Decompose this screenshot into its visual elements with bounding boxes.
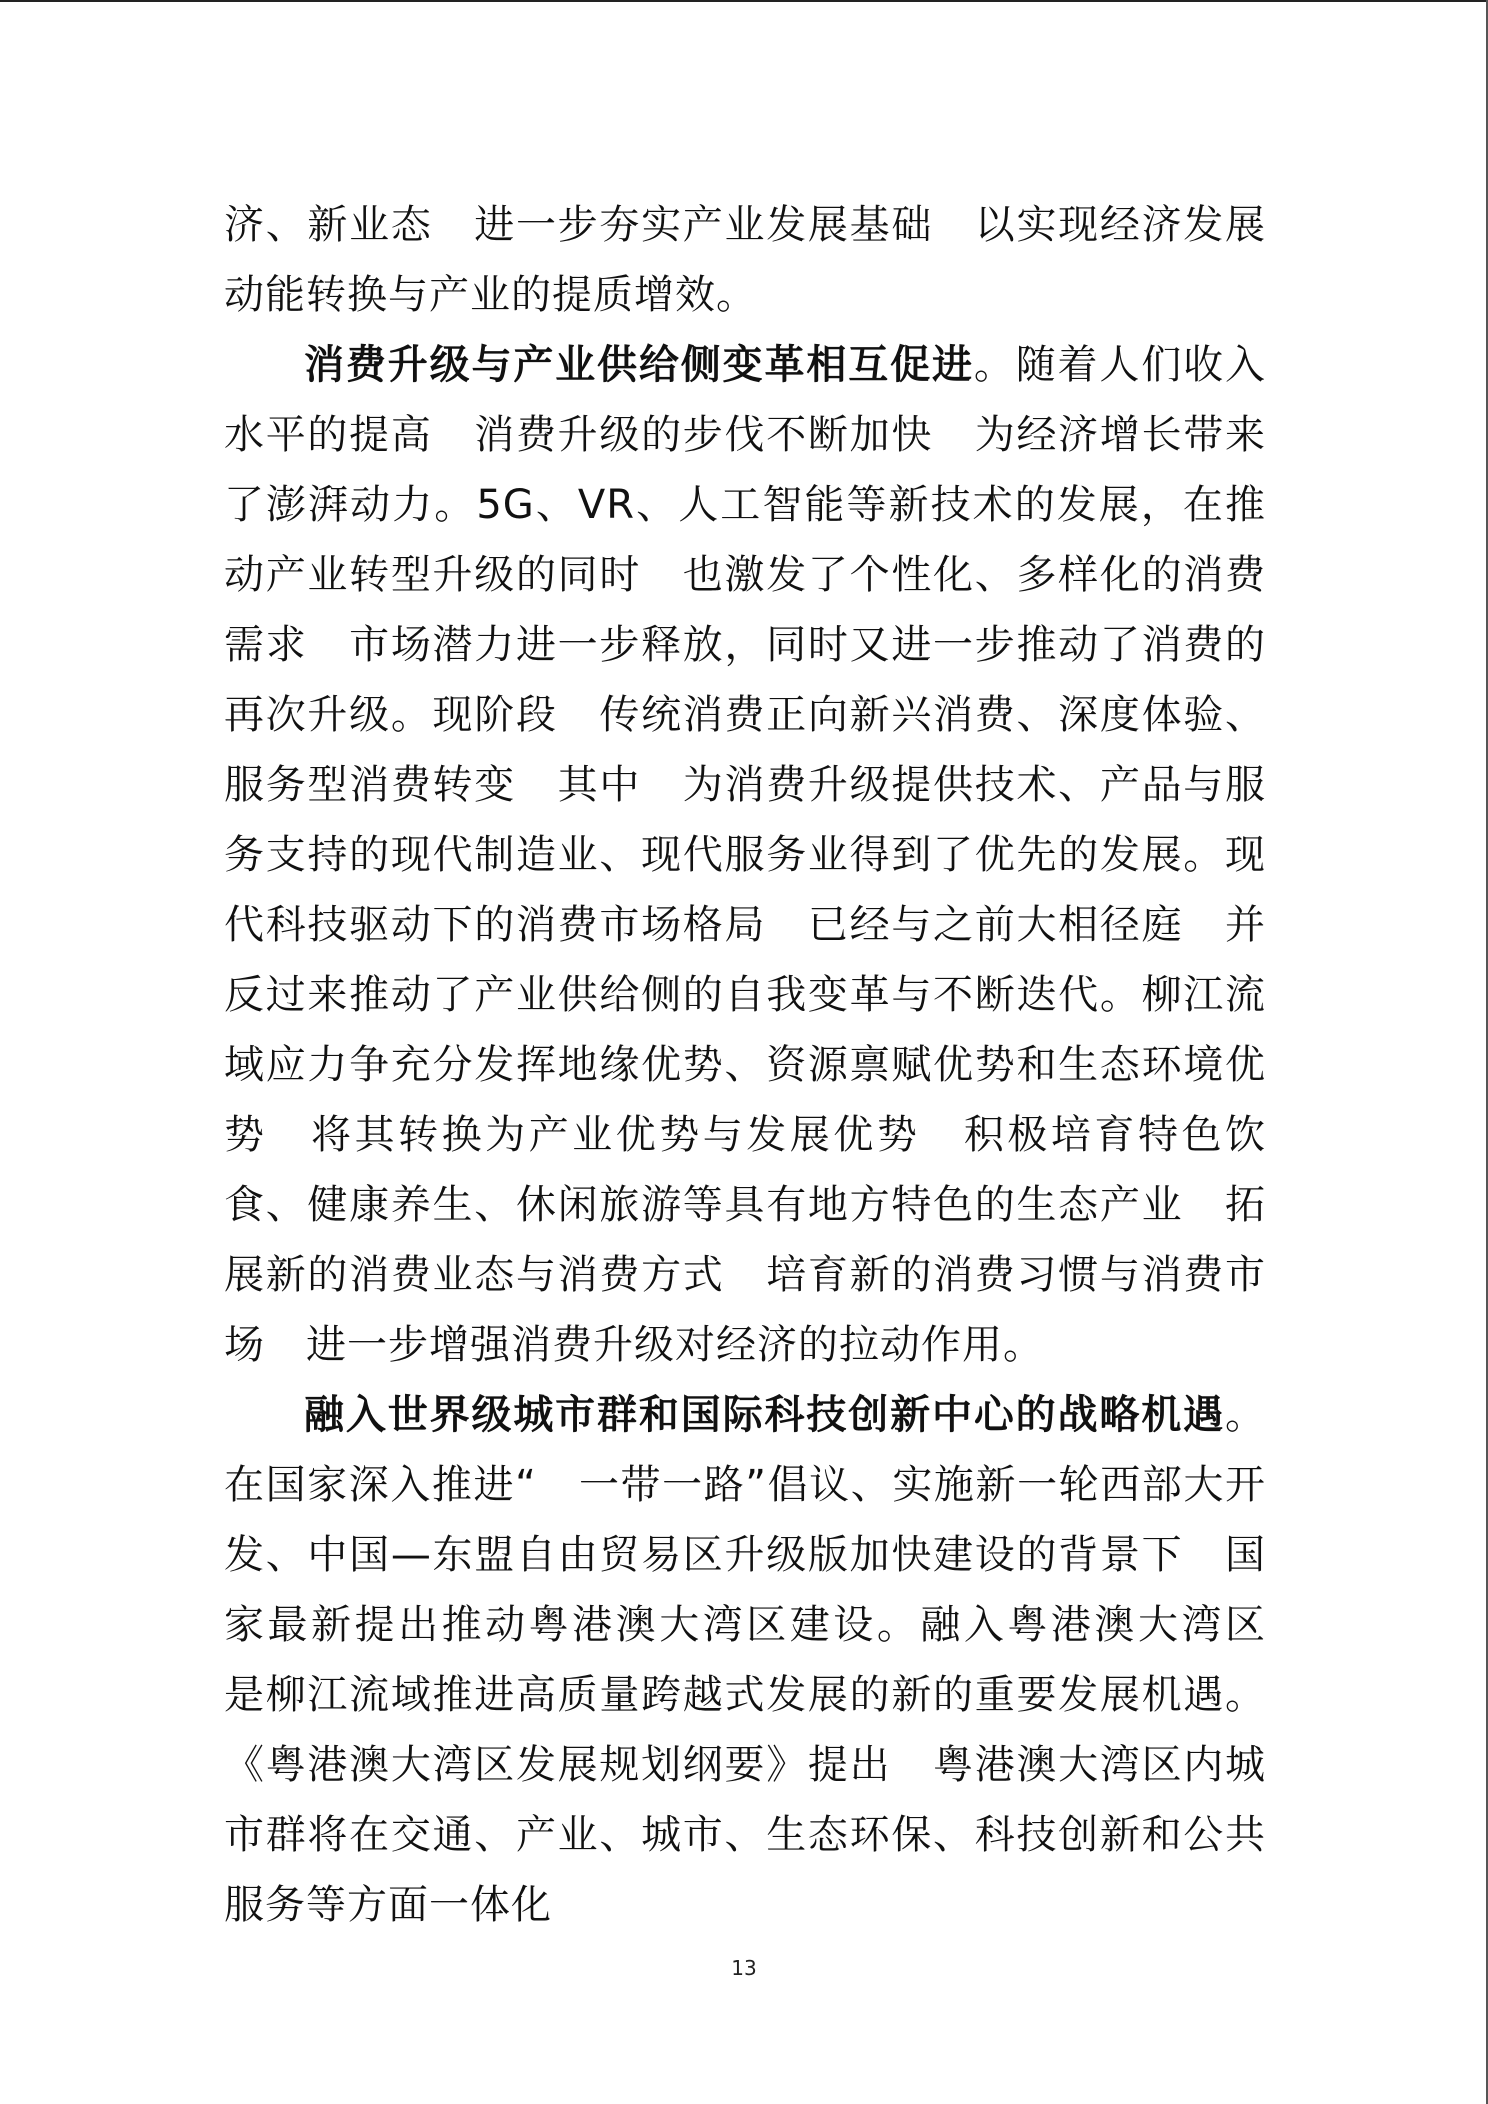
paragraph-heading: 融入世界级城市群和国际科技创新中心的战略机遇: [304, 1392, 1225, 1438]
paragraph-text: 。在国家深入推进“ 一带一路”倡议、实施新一轮西部大开发、中国—东盟自由贸易区升级版加快建设的背景下 国家最新提出推动粤港澳大湾区建设。融入粤港澳大湾区 是柳江流域推进高质量跨越式发展的新的重要发展机遇。《粤港澳大湾区发展规划纲要》提出 粤港澳大湾区内城市群将在交通、产业、城市、生态环保、科技创新和公共服务等方面一体化: [224, 1392, 1307, 1928]
paragraph-text: 济、新业态 进一步夯实产业发展基础 以实现经济发展动能转换与产业的提质增效。: [224, 202, 1266, 318]
paragraph-text: 。随着人们收入水平的提高 消费升级的步伐不断加快 为经济增长带来了澎湃动力。5G、VR、人工智能等新技术的发展，在推动产业转型升级的同时 也激发了个性化、多样化的消费需求 市场潜力进一步释放，同时又进一步推动了消费的再次升级。现阶段 传统消费正向新兴消费、深度体验、服务型消费转变 其中 为消费升级提供技术、产品与服务支持的现代制造业、现代服务业得到了优先的发展。现代科技驱动下的消费市场格局 已经与之前大相径庭 并反过来推动了产业供给侧的自我变革与不断迭代。柳江流域应力争充分发挥地缘优势、资源禀赋优势和生态环境优势 将其转换为产业优势与发展优势 积极培育特色饮食、健康养生、休闲旅游等具有地方特色的生态产业 拓展新的消费业态与消费方式 培育新的消费习惯与消费市场 进一步增强消费升级对经济的拉动作用。: [224, 342, 1267, 1368]
page-number: 13: [731, 1956, 757, 1980]
paragraph-continuation: [224, 190, 1266, 330]
paragraph-heading: 消费升级与产业供给侧变革相互促进: [304, 342, 974, 388]
top-border-line: [0, 0, 1488, 2]
paragraph-consumption-upgrade: [224, 330, 1266, 1380]
paragraph-strategic-opportunity: [224, 1380, 1307, 1940]
body-text: [224, 190, 1307, 1940]
